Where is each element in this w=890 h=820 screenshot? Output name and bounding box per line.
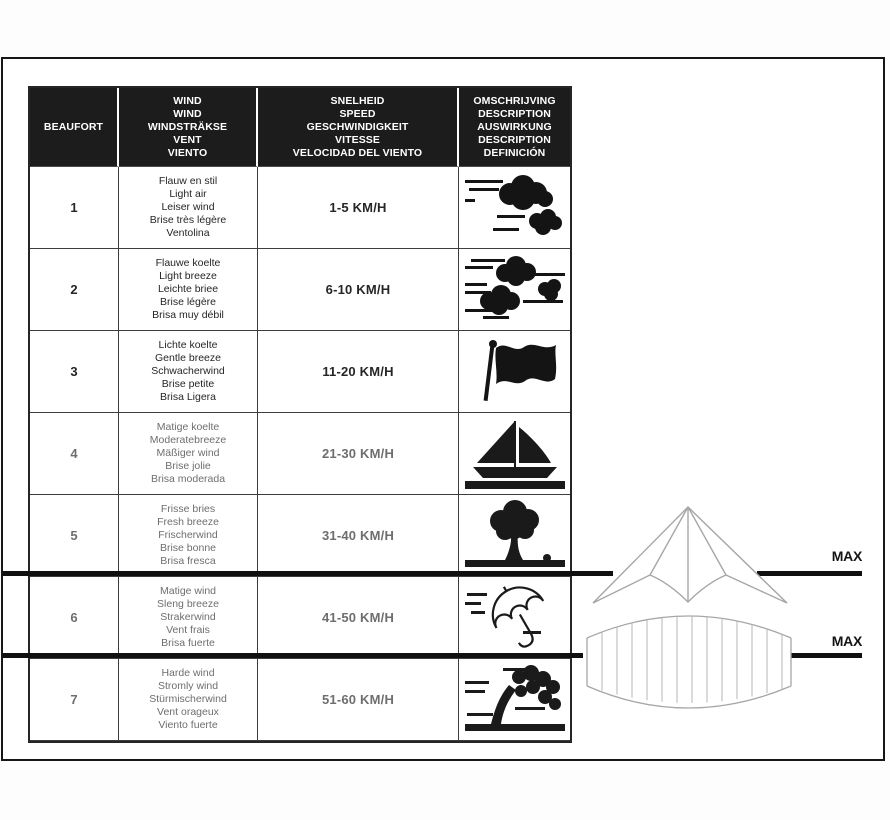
header-beaufort-label: BEAUFORT <box>43 120 104 133</box>
speed-value: 31-40 KM/H <box>258 495 459 577</box>
wind-descriptions: Flauw en stil Light air Leiser wind Brise très légère Ventolina <box>119 167 258 249</box>
moving-clouds-icon <box>463 253 567 327</box>
effect-icon-cell <box>459 577 570 659</box>
header-description: OMSCHRIJVING DESCRIPTION AUSWIRKUNG DESCRIPTION DEFINICIÓN <box>459 88 570 167</box>
wind-descriptions: Harde wind Stromly wind Stürmischerwind Vent orageux Viento fuerte <box>119 659 258 741</box>
beaufort-value: 7 <box>30 659 119 741</box>
beaufort-table <box>28 86 572 743</box>
header-beaufort <box>30 88 119 167</box>
beaufort-value: 2 <box>30 249 119 331</box>
parafoil-limit-line-right <box>791 653 862 658</box>
beaufort-value: 1 <box>30 167 119 249</box>
parafoil-limit-line-left <box>3 653 583 658</box>
tree-icon <box>463 499 567 573</box>
delta-kite-max-label: MAX <box>831 548 862 564</box>
effect-icon-cell <box>459 249 570 331</box>
wind-descriptions: Flauwe koelte Light breeze Leichte briee Brise légère Brisa muy débil <box>119 249 258 331</box>
effect-icon-cell <box>459 167 570 249</box>
sailboat-icon <box>463 417 567 491</box>
beaufort-value: 6 <box>30 577 119 659</box>
delta-kite-limit-line-left <box>3 571 613 576</box>
speed-value: 51-60 KM/H <box>258 659 459 741</box>
speed-value: 21-30 KM/H <box>258 413 459 495</box>
beaufort-value: 3 <box>30 331 119 413</box>
parafoil-kite-max-label: MAX <box>831 633 862 649</box>
windblown-tree-icon <box>463 663 567 737</box>
wind-descriptions: Matige wind Sleng breeze Strakerwind Vent frais Brisa fuerte <box>119 577 258 659</box>
effect-icon-cell <box>459 659 570 741</box>
speed-value: 41-50 KM/H <box>258 577 459 659</box>
header-wind: WIND WIND WINDSTRÄKSE VENT VIENTO <box>119 88 258 167</box>
waving-flag-icon <box>463 335 567 409</box>
speed-value: 1-5 KM/H <box>258 167 459 249</box>
header-speed: SNELHEID SPEED GESCHWINDIGKEIT VITESSE VELOCIDAD DEL VIENTO <box>258 88 459 167</box>
wind-descriptions: Frisse bries Fresh breeze Frischerwind Brise bonne Brisa fresca <box>119 495 258 577</box>
beaufort-value: 4 <box>30 413 119 495</box>
inverted-umbrella-icon <box>463 581 567 655</box>
delta-stunt-kite-drawing <box>583 503 795 607</box>
drifting-smoke-clouds-icon <box>463 171 567 245</box>
beaufort-value: 5 <box>30 495 119 577</box>
wind-descriptions: Lichte koelte Gentle breeze Schwacherwind Brise petite Brisa Ligera <box>119 331 258 413</box>
effect-icon-cell <box>459 495 570 577</box>
speed-value: 6-10 KM/H <box>258 249 459 331</box>
wind-descriptions: Matige koelte Moderatebreeze Mäßiger wind Brise jolie Brisa moderada <box>119 413 258 495</box>
parafoil-kite-drawing <box>583 610 795 712</box>
speed-value: 11-20 KM/H <box>258 331 459 413</box>
effect-icon-cell <box>459 413 570 495</box>
effect-icon-cell <box>459 331 570 413</box>
